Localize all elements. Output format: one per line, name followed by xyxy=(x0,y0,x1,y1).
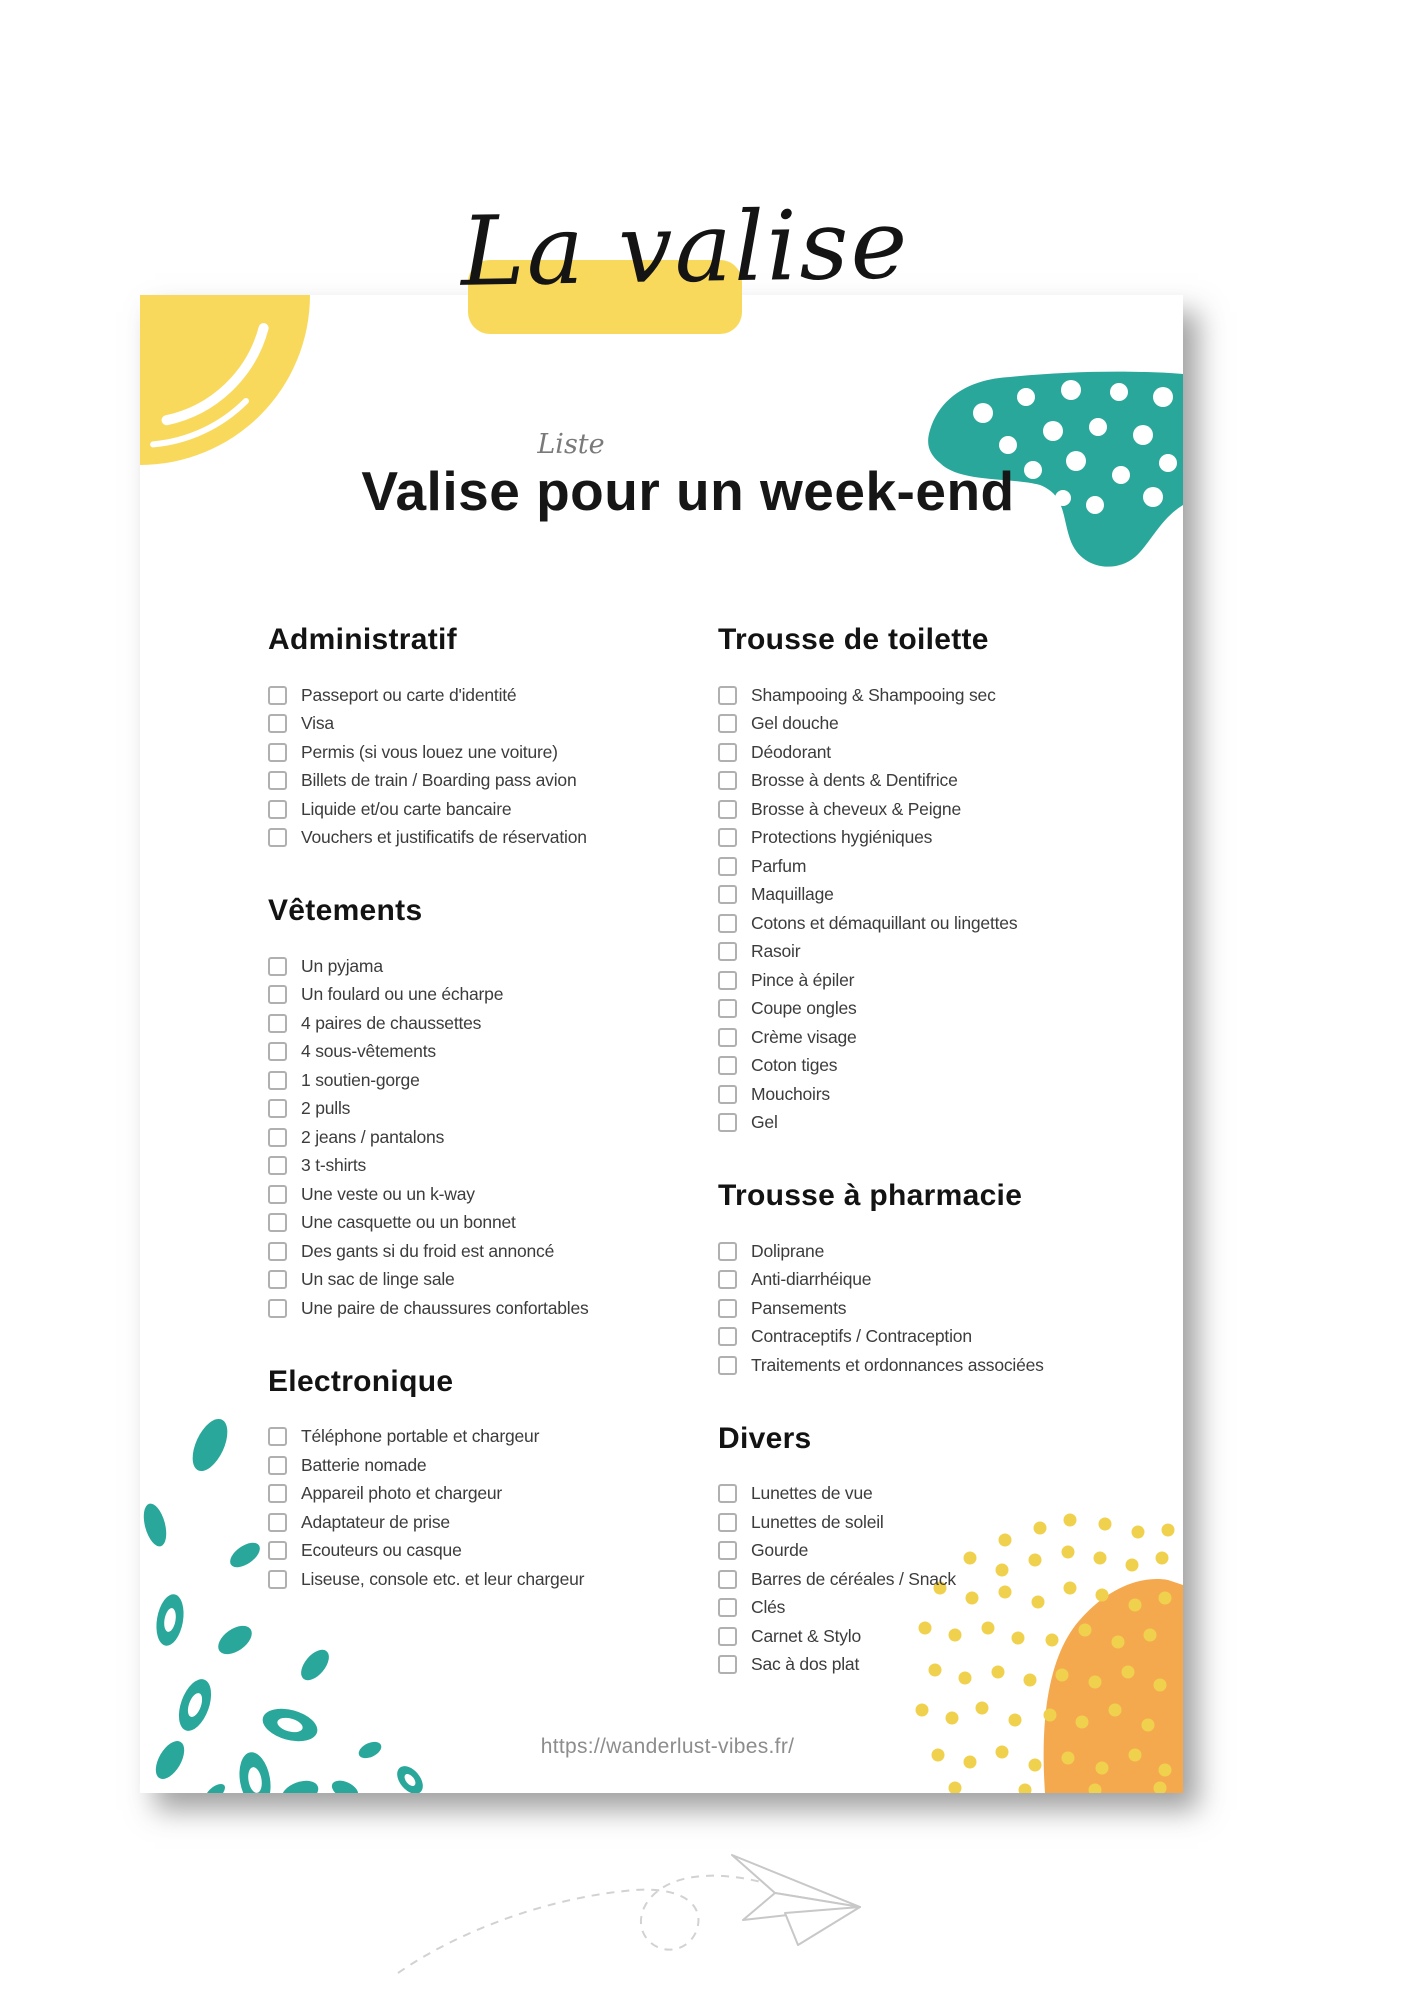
checklist-item-label: Contraceptifs / Contraception xyxy=(751,1326,972,1347)
checklist-item-label: Déodorant xyxy=(751,741,831,762)
checklist-item-label: Sac à dos plat xyxy=(751,1654,860,1675)
checklist-item xyxy=(268,738,698,767)
checklist-item xyxy=(268,1237,698,1266)
checklist-item-label: Ecouteurs ou casque xyxy=(301,1540,462,1561)
checklist-item xyxy=(268,1095,698,1124)
checkbox[interactable] xyxy=(718,1242,737,1261)
checkbox[interactable] xyxy=(268,1513,287,1532)
checklist-item-label: 2 jeans / pantalons xyxy=(301,1126,445,1147)
page-title: La valise xyxy=(459,188,911,309)
checklist-item xyxy=(268,767,698,796)
checklist-item xyxy=(268,1537,698,1566)
checkbox[interactable] xyxy=(718,1327,737,1346)
checkbox[interactable] xyxy=(718,686,737,705)
checklist-item-label: Doliprane xyxy=(751,1240,825,1261)
checkbox[interactable] xyxy=(268,743,287,762)
checklist-item xyxy=(268,1480,698,1509)
checklist-item xyxy=(718,795,1173,824)
checklist-item xyxy=(718,767,1173,796)
checklist-item xyxy=(718,1237,1173,1266)
checkbox[interactable] xyxy=(718,1484,737,1503)
checklist-item xyxy=(268,795,698,824)
checklist-item-label: Un sac de linge sale xyxy=(301,1269,455,1290)
checkbox[interactable] xyxy=(718,914,737,933)
checklist-item-label: Parfum xyxy=(751,855,807,876)
checklist-item xyxy=(268,1266,698,1295)
check-list xyxy=(268,952,698,1323)
checklist-item-label: Pince à épiler xyxy=(751,969,855,990)
checklist-item xyxy=(718,681,1173,710)
checklist-item-label: Adaptateur de prise xyxy=(301,1511,450,1532)
checklist-item-label: Une paire de chaussures confortables xyxy=(301,1297,589,1318)
checkbox[interactable] xyxy=(718,857,737,876)
checklist-item xyxy=(268,1451,698,1480)
section-title: Electronique xyxy=(268,1364,454,1398)
checkbox[interactable] xyxy=(718,1356,737,1375)
checklist-item xyxy=(718,1294,1173,1323)
checkbox[interactable] xyxy=(718,1598,737,1617)
checklist-item xyxy=(268,1209,698,1238)
checklist-item-label: Un pyjama xyxy=(301,955,383,976)
checklist-item xyxy=(718,909,1173,938)
section-administratif xyxy=(268,621,698,852)
checklist-item xyxy=(718,1508,1173,1537)
checkbox[interactable] xyxy=(718,1627,737,1646)
checklist-item-label: Traitements et ordonnances associées xyxy=(751,1354,1044,1375)
checklist-item-label: Lunettes de soleil xyxy=(751,1511,884,1532)
checkbox[interactable] xyxy=(718,971,737,990)
checkbox[interactable] xyxy=(268,1270,287,1289)
checkbox[interactable] xyxy=(268,957,287,976)
checkbox[interactable] xyxy=(268,1427,287,1446)
checklist-item-label: Lunettes de vue xyxy=(751,1483,873,1504)
checkbox[interactable] xyxy=(718,1655,737,1674)
checkbox[interactable] xyxy=(268,1014,287,1033)
checklist-item-label: Appareil photo et chargeur xyxy=(301,1483,503,1504)
checkbox[interactable] xyxy=(268,1042,287,1061)
checklist-item-label: Maquillage xyxy=(751,884,834,905)
checkbox[interactable] xyxy=(268,1156,287,1175)
checklist-item-label: Brosse à dents & Dentifrice xyxy=(751,770,958,791)
checklist-item xyxy=(268,1009,698,1038)
checklist-item-label: Des gants si du froid est annoncé xyxy=(301,1240,555,1261)
checklist-item xyxy=(718,710,1173,739)
checkbox[interactable] xyxy=(268,828,287,847)
checklist-item xyxy=(268,1038,698,1067)
checklist-item xyxy=(718,1080,1173,1109)
checkbox[interactable] xyxy=(268,1299,287,1318)
checkbox[interactable] xyxy=(268,1570,287,1589)
checklist-item-label: Vouchers et justificatifs de réservation xyxy=(301,827,587,848)
checklist-item xyxy=(718,1323,1173,1352)
checklist-item xyxy=(268,1508,698,1537)
checklist-column-left xyxy=(268,621,698,1634)
checkbox[interactable] xyxy=(718,1541,737,1560)
checkbox[interactable] xyxy=(268,1213,287,1232)
checkbox[interactable] xyxy=(718,1513,737,1532)
checklist-item-label: Pansements xyxy=(751,1297,847,1318)
checklist-item xyxy=(268,824,698,853)
checklist-item xyxy=(718,1622,1173,1651)
checklist-item xyxy=(718,824,1173,853)
checklist-item-label: Protections hygiéniques xyxy=(751,827,933,848)
checklist-item-label: Batterie nomade xyxy=(301,1454,427,1475)
checklist-item-label: Billets de train / Boarding pass avion xyxy=(301,770,577,791)
checkbox[interactable] xyxy=(268,1484,287,1503)
checkbox[interactable] xyxy=(718,771,737,790)
checklist-item xyxy=(268,681,698,710)
checklist-item-label: Une casquette ou un bonnet xyxy=(301,1212,516,1233)
checklist-item-label: Visa xyxy=(301,713,334,734)
checkbox[interactable] xyxy=(718,828,737,847)
checklist-item xyxy=(718,1351,1173,1380)
checkbox[interactable] xyxy=(718,1056,737,1075)
paper-plane-sketch xyxy=(380,1845,900,1995)
checkbox[interactable] xyxy=(718,885,737,904)
checklist-item xyxy=(718,852,1173,881)
check-list xyxy=(718,681,1173,1137)
checklist-item xyxy=(718,1565,1173,1594)
checklist-item xyxy=(718,738,1173,767)
checkbox[interactable] xyxy=(268,1242,287,1261)
checklist-item xyxy=(718,1480,1173,1509)
checklist-item xyxy=(268,1294,698,1323)
footer-url: https://wanderlust-vibes.fr/ xyxy=(540,1735,795,1758)
checklist-item-label: Brosse à cheveux & Peigne xyxy=(751,798,961,819)
checklist-item-label: Cotons et démaquillant ou lingettes xyxy=(751,912,1018,933)
checkbox[interactable] xyxy=(718,1028,737,1047)
checklist-item-label: Shampooing & Shampooing sec xyxy=(751,684,996,705)
checkbox[interactable] xyxy=(268,1541,287,1560)
checklist-item xyxy=(718,1109,1173,1138)
checkbox[interactable] xyxy=(268,1071,287,1090)
checklist-item-label: Liquide et/ou carte bancaire xyxy=(301,798,512,819)
checklist-item-label: Gel douche xyxy=(751,713,839,734)
checklist-item-label: Mouchoirs xyxy=(751,1083,830,1104)
checkbox[interactable] xyxy=(268,985,287,1004)
checklist-item-label: Gourde xyxy=(751,1540,809,1561)
checkbox[interactable] xyxy=(718,1570,737,1589)
checklist-item xyxy=(718,995,1173,1024)
section-title: Trousse à pharmacie xyxy=(718,1179,1023,1212)
checkbox[interactable] xyxy=(268,1128,287,1147)
checkbox[interactable] xyxy=(718,942,737,961)
section-title: Vêtements xyxy=(268,894,423,927)
checklist-item xyxy=(718,881,1173,910)
checklist-item-label: Passeport ou carte d'identité xyxy=(301,684,517,705)
checklist-item-label: Rasoir xyxy=(751,941,801,962)
checklist-item-label: 1 soutien-gorge xyxy=(301,1069,420,1090)
checkbox[interactable] xyxy=(268,714,287,733)
checklist-item xyxy=(718,1052,1173,1081)
checklist-item xyxy=(718,966,1173,995)
checkbox[interactable] xyxy=(718,1299,737,1318)
checkbox[interactable] xyxy=(718,1270,737,1289)
section-divers xyxy=(718,1420,1173,1680)
checkbox[interactable] xyxy=(268,1456,287,1475)
checklist-item-label: Liseuse, console etc. et leur chargeur xyxy=(301,1568,585,1589)
checklist-item-label: Un foulard ou une écharpe xyxy=(301,984,504,1005)
checklist-item xyxy=(718,1651,1173,1680)
checklist-item xyxy=(268,1180,698,1209)
checklist-item-label: Barres de céréales / Snack xyxy=(751,1568,956,1589)
checklist-column-right xyxy=(718,621,1173,1719)
checklist-item xyxy=(718,1023,1173,1052)
checklist-item-label: Clés xyxy=(751,1597,786,1618)
checkbox[interactable] xyxy=(718,714,737,733)
checklist-item-label: 4 paires de chaussettes xyxy=(301,1012,482,1033)
checklist-item-label: Carnet & Stylo xyxy=(751,1625,862,1646)
section-electronique xyxy=(268,1363,698,1594)
checklist-item xyxy=(268,1123,698,1152)
liste-script-label: Liste xyxy=(537,429,605,460)
checklist-item-label: Permis (si vous louez une voiture) xyxy=(301,741,558,762)
checklist-item xyxy=(268,1066,698,1095)
checklist-item xyxy=(718,1594,1173,1623)
checkbox[interactable] xyxy=(268,686,287,705)
checklist-item xyxy=(268,1152,698,1181)
check-list xyxy=(718,1237,1173,1380)
section-title: Divers xyxy=(718,1421,812,1455)
checkbox[interactable] xyxy=(268,1185,287,1204)
checklist-item xyxy=(268,1565,698,1594)
checklist-item-label: Anti-diarrhéique xyxy=(751,1269,872,1290)
section-trousse-de-toilette xyxy=(718,621,1173,1137)
checkbox[interactable] xyxy=(268,1099,287,1118)
checkbox[interactable] xyxy=(718,800,737,819)
checklist-item xyxy=(268,710,698,739)
checklist-item xyxy=(268,1423,698,1452)
checklist-item xyxy=(268,981,698,1010)
checklist-item-label: 2 pulls xyxy=(301,1098,351,1119)
section-title: Administratif xyxy=(268,623,457,656)
checklist-item-label: Coton tiges xyxy=(751,1055,838,1076)
checklist-item-label: Crème visage xyxy=(751,1026,857,1047)
checklist-item-label: 4 sous-vêtements xyxy=(301,1041,436,1062)
checklist-item-label: Téléphone portable et chargeur xyxy=(301,1426,540,1447)
checkbox[interactable] xyxy=(718,743,737,762)
checklist-item-label: Coupe ongles xyxy=(751,998,857,1019)
checkbox[interactable] xyxy=(718,999,737,1018)
section-vetements xyxy=(268,892,698,1323)
checkbox[interactable] xyxy=(268,771,287,790)
checkbox[interactable] xyxy=(718,1085,737,1104)
check-list xyxy=(718,1480,1173,1680)
card-heading: Valise pour un week-end xyxy=(361,460,1015,522)
checklist-item xyxy=(268,952,698,981)
checklist-item xyxy=(718,938,1173,967)
check-list xyxy=(268,1423,698,1594)
checklist-card xyxy=(140,295,1183,1793)
checklist-item-label: Gel xyxy=(751,1112,778,1133)
checklist-item xyxy=(718,1266,1173,1295)
checklist-item-label: 3 t-shirts xyxy=(301,1155,367,1176)
checklist-item-label: Une veste ou un k-way xyxy=(301,1183,475,1204)
checkbox[interactable] xyxy=(718,1113,737,1132)
checklist-item xyxy=(718,1537,1173,1566)
check-list xyxy=(268,681,698,852)
section-trousse-a-pharmacie xyxy=(718,1177,1173,1380)
checkbox[interactable] xyxy=(268,800,287,819)
section-title: Trousse de toilette xyxy=(718,623,989,656)
